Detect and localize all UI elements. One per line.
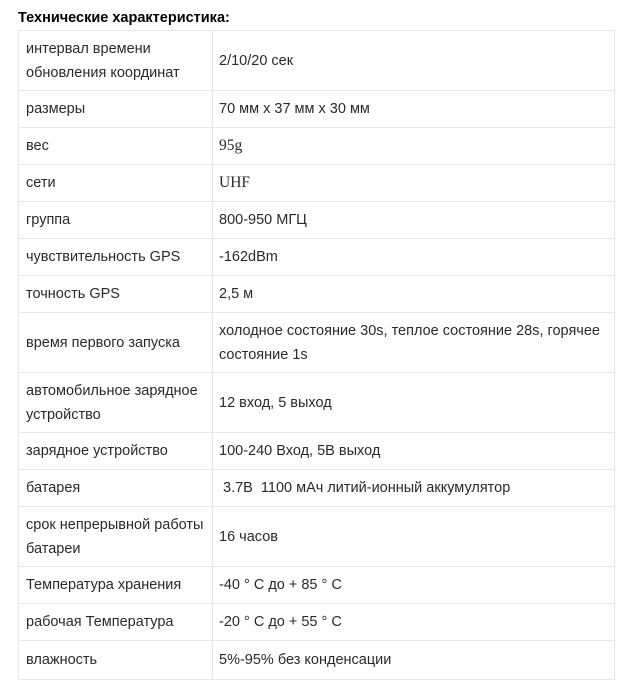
table-row [19, 604, 615, 641]
row-label: точность GPS [19, 276, 213, 313]
table-row [19, 239, 615, 276]
table-row [19, 31, 615, 91]
row-label: батарея [19, 470, 213, 507]
row-label: срок непрерывной работы батареи [19, 507, 213, 567]
row-value: 95g [213, 128, 615, 165]
table-row [19, 91, 615, 128]
row-value: холодное состояние 30s, теплое состояние 28s, горячее состояние 1s [213, 313, 615, 373]
row-label: зарядное устройство [19, 433, 213, 470]
table-row [19, 128, 615, 165]
row-value: 2/10/20 сек [213, 31, 615, 91]
table-row [19, 165, 615, 202]
row-label: интервал времени обновления координат [19, 31, 213, 91]
row-value: 100-240 Вход, 5В выход [213, 433, 615, 470]
row-label: размеры [19, 91, 213, 128]
row-value: 5%-95% без конденсации [213, 641, 615, 680]
row-value: 16 часов [213, 507, 615, 567]
row-label: чувствительность GPS [19, 239, 213, 276]
row-label: время первого запуска [19, 313, 213, 373]
row-label: сети [19, 165, 213, 202]
row-label: Температура хранения [19, 567, 213, 604]
row-value: 800-950 МГЦ [213, 202, 615, 239]
row-value: -40 ° С до + 85 ° С [213, 567, 615, 604]
page-title: Технические характеристика: [18, 10, 230, 26]
row-value: 70 мм х 37 мм х 30 мм [213, 91, 615, 128]
table-row [19, 276, 615, 313]
row-value: 2,5 м [213, 276, 615, 313]
row-value: UHF [213, 165, 615, 202]
table-row [19, 641, 615, 680]
table-row [19, 202, 615, 239]
row-label: рабочая Температура [19, 604, 213, 641]
table-row [19, 433, 615, 470]
row-label: группа [19, 202, 213, 239]
table-row [19, 507, 615, 567]
row-value: -20 ° С до + 55 ° С [213, 604, 615, 641]
row-value: -162dBm [213, 239, 615, 276]
row-value: 3.7В 1100 мАч литий-ионный аккумулятор [213, 470, 615, 507]
table-row [19, 373, 615, 433]
table-row [19, 567, 615, 604]
spec-table [18, 30, 615, 680]
table-row [19, 313, 615, 373]
row-label: автомобильное зарядное устройство [19, 373, 213, 433]
row-label: влажность [19, 641, 213, 680]
row-value: 12 вход, 5 выход [213, 373, 615, 433]
table-row [19, 470, 615, 507]
row-label: вес [19, 128, 213, 165]
